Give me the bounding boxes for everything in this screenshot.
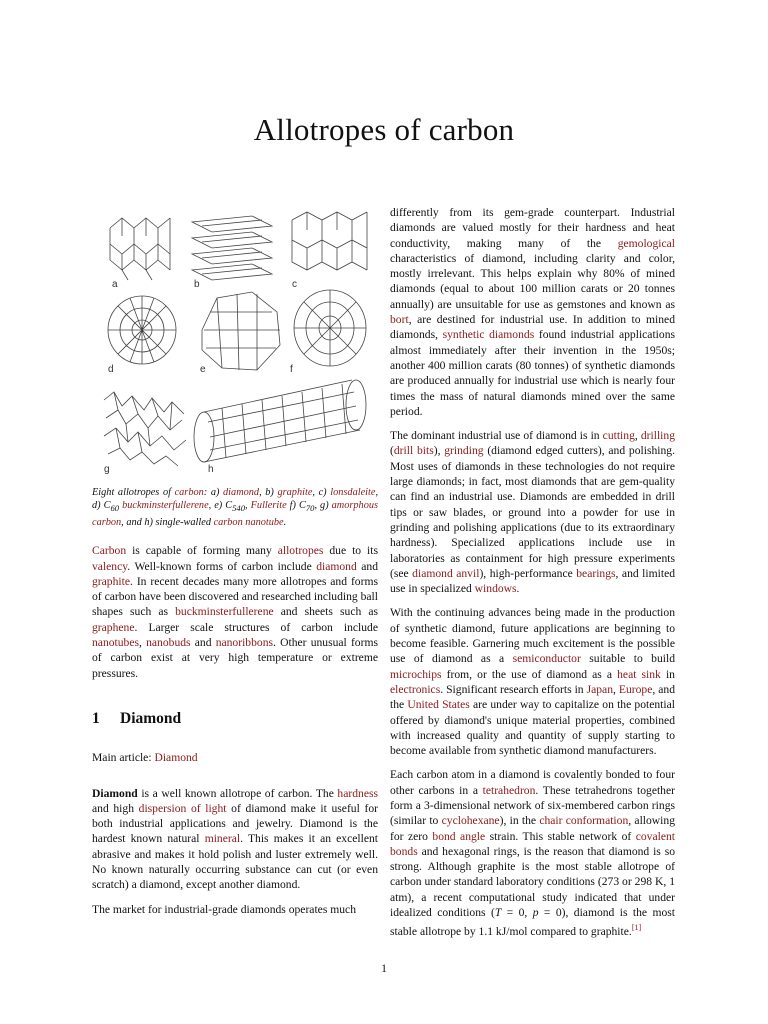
- body-text: With the continuing advances being made in the production of synthetic diamond, future applications are beginning to become feasible. Garnering much excitement is the possible use of diamond as a: [390, 606, 675, 666]
- body-text: . These tetrahedrons together form a 3-dimensional network of six-membered carbon rings (similar to: [390, 783, 675, 828]
- math-variable: p: [532, 906, 539, 920]
- body-text: in: [660, 667, 675, 681]
- body-text: found industrial applications almost immediately after their invention in the 1950s; another 400 million carats (80 tonnes) of synthetic diamonds are produced annually for industrial use which is nearly four times the mass of natural diamonds mined over the same period.: [390, 328, 675, 418]
- left-column: [92, 200, 378, 926]
- figure-label-h: h: [208, 464, 214, 475]
- body-text: , and limited use in specialized: [390, 566, 676, 596]
- body-text: due to its: [323, 544, 378, 558]
- link-gemological[interactable]: gemological: [617, 236, 675, 250]
- body-text: . Other unusual forms of carbon exist at very high temperature or extreme pressures.: [92, 636, 378, 680]
- caption-text: : a): [203, 487, 224, 498]
- main-article-label: Main article:: [92, 751, 155, 765]
- figure-label-d: d: [108, 364, 114, 375]
- link-windows[interactable]: windows: [474, 582, 517, 596]
- body-text: strain. This stable network of: [485, 829, 636, 843]
- body-text: ),: [433, 444, 445, 458]
- link-carbon-nanotube[interactable]: carbon nanotube: [213, 516, 284, 528]
- link-graphite[interactable]: graphite: [277, 487, 313, 498]
- section-heading-diamond: [92, 711, 378, 726]
- link-japan[interactable]: Japan: [586, 682, 613, 696]
- main-article-note: [92, 750, 378, 765]
- link-main-article-diamond[interactable]: Diamond: [154, 751, 198, 765]
- body-text: ), in the: [499, 814, 540, 828]
- body-text: and high: [92, 801, 139, 815]
- link-amorphous-carbon[interactable]: amorphous carbon: [92, 500, 378, 528]
- synthetic-future-paragraph: [390, 605, 675, 758]
- figure-label-a: a: [112, 279, 118, 290]
- citation-link[interactable]: [1]: [631, 923, 642, 933]
- figure-label-f: f: [290, 364, 293, 375]
- figure-label-b: b: [194, 279, 200, 290]
- link-covalent-bonds[interactable]: covalent bonds: [390, 829, 675, 858]
- page-number: 1: [381, 962, 387, 975]
- carbon-nanotube-icon: [194, 380, 366, 462]
- industrial-use-paragraph: [390, 428, 675, 596]
- caption-text: , g): [314, 500, 332, 512]
- caption-text: , b): [259, 487, 278, 498]
- caption-text: , and h) single-walled: [121, 516, 214, 528]
- link-fullerite[interactable]: Fullerite: [250, 500, 287, 512]
- allotropes-illustration: [92, 200, 378, 480]
- link-bond-angle[interactable]: bond angle: [432, 829, 486, 843]
- body-text: and: [356, 559, 378, 573]
- link-allotropes[interactable]: allotropes: [277, 544, 324, 558]
- body-text: and: [190, 636, 216, 650]
- body-text: , and the: [390, 682, 675, 712]
- body-text: is capable of forming many: [126, 544, 278, 558]
- body-text: .: [516, 582, 520, 596]
- link-semiconductor[interactable]: semiconductor: [512, 652, 581, 666]
- body-text: from, or the use of diamond as a: [441, 667, 618, 681]
- body-text: of diamond make it useful for both industrial applications and jewelry. Diamond is the hardest known natural: [92, 801, 378, 846]
- link-dispersion[interactable]: dispersion of light: [138, 801, 227, 815]
- figure-label-g: g: [104, 464, 110, 475]
- link-diamond[interactable]: diamond: [316, 559, 357, 573]
- structure-paragraph: [390, 767, 675, 939]
- link-cutting[interactable]: cutting: [602, 429, 635, 443]
- link-microchips[interactable]: microchips: [390, 667, 442, 681]
- link-valency[interactable]: valency: [92, 559, 128, 573]
- body-text: ,: [139, 636, 147, 650]
- body-text: differently from its gem-grade counterpart. Industrial diamonds are valued mostly for their hardness and heat conductivity, making many of the: [390, 206, 675, 250]
- link-tetrahedron[interactable]: tetrahedron: [482, 783, 536, 797]
- body-text: . Well-known forms of carbon include: [127, 559, 317, 573]
- link-graphene[interactable]: graphene: [92, 620, 135, 634]
- caption-text: .: [283, 516, 287, 528]
- caption-text: , d) C: [92, 487, 379, 512]
- body-text: (diamond edged cutters), and polishing. Most uses of diamonds in these technologies do not require large diamonds; in fact, most diamonds that are gem-quality can find an industrial use. Diamonds are embedded in drill tips or saw blades, or ground into a powder for use in grinding and polishing applications (due to its extraordinary hardness). Specialized applications include use in laboratories as containment for high pressure experiments (see: [390, 444, 675, 580]
- link-europe[interactable]: Europe: [618, 682, 653, 696]
- section-number: 1: [92, 709, 100, 727]
- link-drill-bits[interactable]: drill bits: [393, 444, 434, 458]
- link-bort[interactable]: bort: [390, 313, 409, 327]
- caption-subscript: 70: [305, 503, 315, 514]
- link-heat-sink[interactable]: heat sink: [617, 667, 661, 681]
- caption-subscript: 60: [110, 503, 120, 514]
- link-nanoribbons[interactable]: nanoribbons: [215, 636, 274, 650]
- caption-text: , c): [312, 487, 331, 498]
- link-lonsdaleite[interactable]: lonsdaleite: [330, 487, 376, 498]
- link-drilling[interactable]: drilling: [640, 429, 675, 443]
- body-text: . Larger scale structures of carbon include: [134, 620, 378, 634]
- body-text: ,: [613, 682, 619, 696]
- body-text: , allowing for zero: [390, 814, 675, 843]
- body-text: . In recent decades many more allotropes and forms of carbon have been discovered and researched including ball shapes such as: [92, 574, 378, 619]
- right-column: [390, 205, 675, 949]
- link-diamond-anvil[interactable]: diamond anvil: [412, 566, 480, 580]
- body-text: The dominant industrial use of diamond is in: [390, 429, 603, 443]
- caption-text: Eight allotropes of: [92, 487, 175, 498]
- body-text: and hexagonal rings, is the reason that diamond is so strong. Although graphite is the most stable allotrope of carbon under standard laboratory conditions (273 or 298 K, 1 atm), a recent computational study indicated that under idealized conditions (: [390, 844, 675, 920]
- body-text: are under way to capitalize on the potential offered by diamond's unique material properties, combined with increased quality and quantity of supply starting to become available from synthetic diamond manufacturers.: [390, 698, 675, 758]
- body-text: = 0,: [501, 906, 533, 920]
- diamond-paragraph: [92, 786, 378, 893]
- link-carbon[interactable]: Carbon: [92, 544, 127, 558]
- link-united-states[interactable]: United States: [407, 698, 470, 712]
- body-text: ,: [634, 429, 641, 443]
- body-text: = 0), diamond is the most stable allotrope by 1.1 kJ/mol compared to graphite.: [390, 906, 675, 939]
- diamond-lattice-icon: [110, 218, 170, 280]
- body-text: characteristics of diamond, including clarity and color, mostly irrelevant. This helps explain why 80% of mined diamonds (equal to about 100 million carats or 20 tonnes annually) are unsuitable for use as gemstones and known as: [390, 251, 675, 311]
- page-title: Allotropes of carbon: [253, 112, 515, 147]
- body-text: , are destined for industrial use. In addition to mined diamonds,: [390, 313, 675, 342]
- math-variable: T: [494, 906, 502, 920]
- body-text: (: [390, 444, 394, 458]
- caption-text: ,: [245, 500, 251, 512]
- body-text: ), high-performance: [479, 566, 577, 580]
- industrial-paragraph-start: The market for industrial-grade diamonds operates much: [92, 902, 356, 916]
- link-hardness[interactable]: hardness: [337, 786, 378, 800]
- link-bearings[interactable]: bearings: [576, 566, 616, 580]
- figure-label-c: c: [292, 279, 297, 290]
- body-text: and sheets such as: [273, 605, 379, 619]
- link-buckminsterfullerene[interactable]: buckminsterfullerene: [122, 500, 209, 512]
- link-chair-conformation[interactable]: chair conformation: [539, 814, 629, 828]
- link-mineral[interactable]: mineral: [204, 832, 241, 846]
- link-nanotubes[interactable]: nanotubes: [92, 636, 140, 650]
- figure-label-e: e: [200, 364, 206, 375]
- caption-text: , e) C: [208, 500, 233, 512]
- link-nanobuds[interactable]: nanobuds: [146, 636, 191, 650]
- graphite-sheets-icon: [192, 216, 272, 280]
- link-electronics[interactable]: electronics: [390, 682, 441, 696]
- body-text: . This makes it an excellent abrasive and makes it hold polish and luster extremely well. No known naturally occurring substance can cut (or even scratch) a diamond, except another diamond.: [92, 832, 378, 892]
- c540-fullerene-icon: [202, 292, 280, 370]
- caption-subscript: 540: [232, 503, 246, 514]
- link-diamond[interactable]: diamond: [223, 487, 260, 498]
- intro-paragraph: [92, 543, 378, 681]
- c60-fullerene-icon: [108, 296, 176, 364]
- lonsdaleite-lattice-icon: [292, 212, 367, 270]
- amorphous-carbon-icon: [104, 392, 186, 466]
- section-title: Diamond: [120, 709, 182, 727]
- body-text: suitable to build: [580, 652, 676, 666]
- link-synthetic-diamonds[interactable]: synthetic diamonds: [442, 328, 535, 342]
- industrial-paragraph: [390, 205, 675, 419]
- link-grinding[interactable]: grinding: [444, 444, 484, 458]
- figure-caption: [92, 486, 378, 529]
- allotropes-figure: [92, 200, 378, 480]
- bold-term: Diamond: [92, 786, 138, 800]
- body-text: is a well known allotrope of carbon. The: [137, 786, 338, 800]
- caption-text: f) C: [286, 500, 306, 512]
- link-cyclohexane[interactable]: cyclohexane: [441, 814, 500, 828]
- body-text: . Significant research efforts in: [440, 682, 587, 696]
- body-text: Each carbon atom in a diamond is covalently bonded to four other carbons in a: [390, 768, 675, 797]
- link-graphite[interactable]: graphite: [92, 574, 130, 588]
- link-carbon[interactable]: carbon: [174, 487, 204, 498]
- link-buckminsterfullerene[interactable]: buckminsterfullerene: [175, 605, 274, 619]
- c70-fullerite-icon: [294, 290, 366, 366]
